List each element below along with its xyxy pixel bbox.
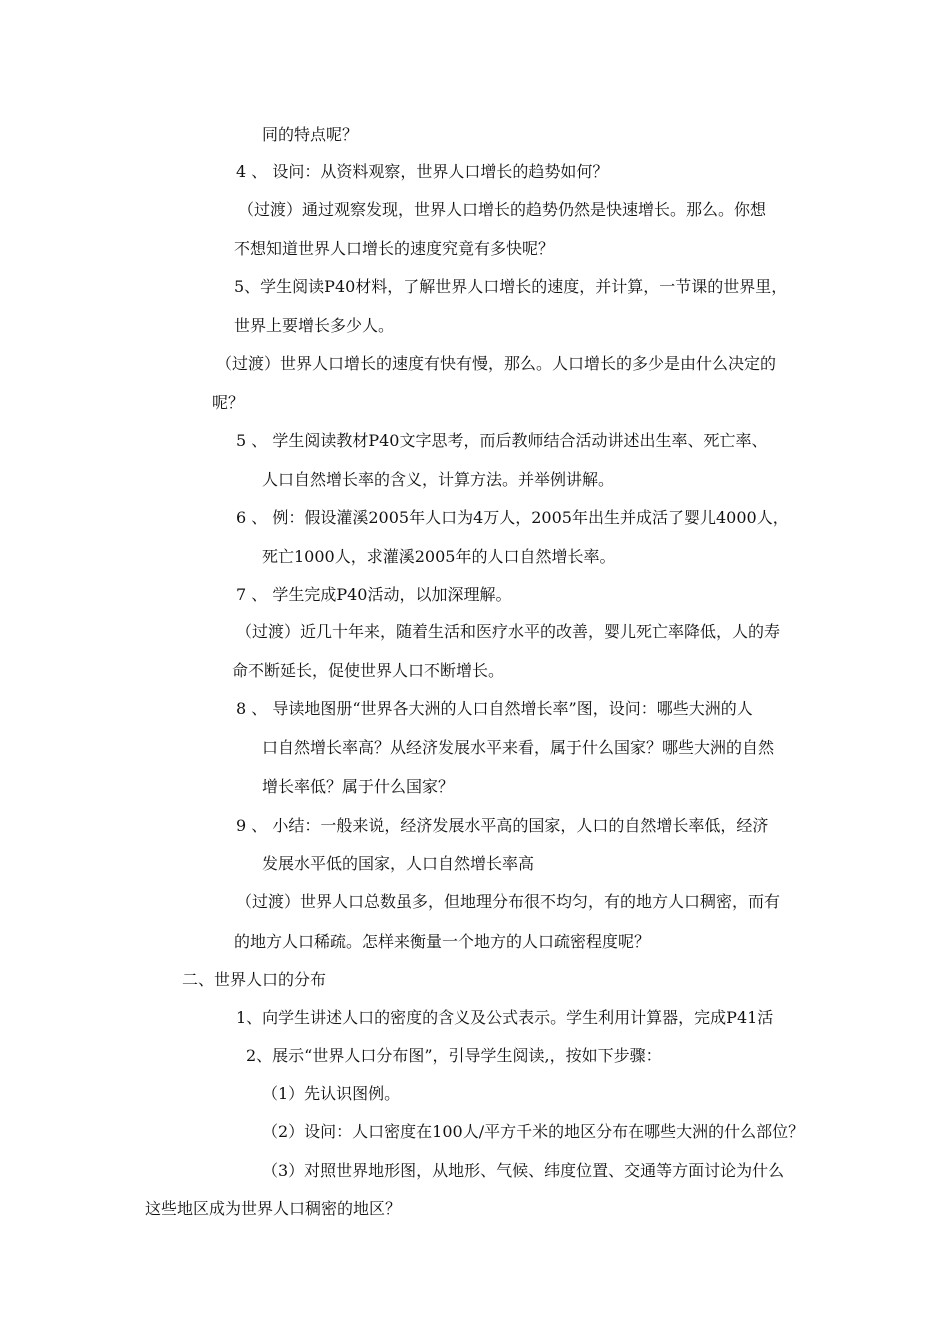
text-line: 2、展示“世界人口分布图”，引导学生阅读,，按如下步骤： [246, 1046, 662, 1065]
text-line: 死亡1000人，求灌溪2005年的人口自然增长率。 [262, 547, 616, 566]
text-line: 8 、 导读地图册“世界各大洲的人口自然增长率”图，设问：哪些大洲的人 [236, 699, 753, 718]
text-line: （过渡）通过观察发现，世界人口增长的趋势仍然是快速增长。那么。你想 [238, 200, 767, 219]
text-line: 的地方人口稀疏。怎样来衡量一个地方的人口疏密程度呢？ [234, 932, 651, 951]
text-line: （3）对照世界地形图，从地形、气候、纬度位置、交通等方面讨论为什么 [262, 1161, 785, 1180]
text-line: 世界上要增长多少人。 [234, 316, 395, 335]
text-line: （过渡）近几十年来，随着生活和医疗水平的改善，婴儿死亡率降低，人的寿 [236, 622, 781, 641]
text-line: （过渡）世界人口增长的速度有快有慢，那么。人口增长的多少是由什么决定的 [216, 354, 777, 373]
text-line: （1）先认识图例。 [262, 1084, 401, 1103]
text-line: 5 、 学生阅读教材P40文字思考，而后教师结合活动讲述出生率、死亡率、 [236, 431, 768, 450]
section-heading: 二、世界人口的分布 [182, 970, 327, 989]
text-line: 这些地区成为世界人口稠密的地区？ [145, 1199, 402, 1218]
text-line: 不想知道世界人口增长的速度究竟有多快呢？ [234, 239, 555, 258]
text-line: （2）设问：人口密度在100人/平方千米的地区分布在哪些大洲的什么部位？ [262, 1122, 805, 1141]
text-line: 同的特点呢？ [262, 125, 359, 144]
text-line: 呢？ [212, 393, 245, 412]
text-line: 7 、 学生完成P40活动，以加深理解。 [236, 585, 512, 604]
text-line: 发展水平低的国家，人口自然增长率高 [262, 854, 535, 873]
text-line: 口自然增长率高？从经济发展水平来看，属于什么国家？哪些大洲的自然 [262, 738, 775, 757]
text-line: 9 、 小结：一般来说，经济发展水平高的国家，人口的自然增长率低，经济 [236, 816, 769, 835]
text-line: 增长率低？属于什么国家？ [262, 777, 455, 796]
text-line: 6 、 例：假设灌溪2005年人口为4万人，2005年出生并成活了婴儿4000人， [236, 508, 789, 527]
text-line: （过渡）世界人口总数虽多，但地理分布很不均匀，有的地方人口稠密，而有 [236, 892, 781, 911]
text-line: 命不断延长，促使世界人口不断增长。 [232, 661, 505, 680]
text-line: 5、学生阅读P40材料，了解世界人口增长的速度，并计算，一节课的世界里， [234, 277, 788, 296]
text-line: 1、向学生讲述人口的密度的含义及公式表示。学生利用计算器，完成P41活 [236, 1008, 774, 1027]
text-line: 人口自然增长率的含义，计算方法。并举例讲解。 [262, 470, 615, 489]
text-line: 4 、 设问：从资料观察，世界人口增长的趋势如何？ [236, 162, 609, 181]
